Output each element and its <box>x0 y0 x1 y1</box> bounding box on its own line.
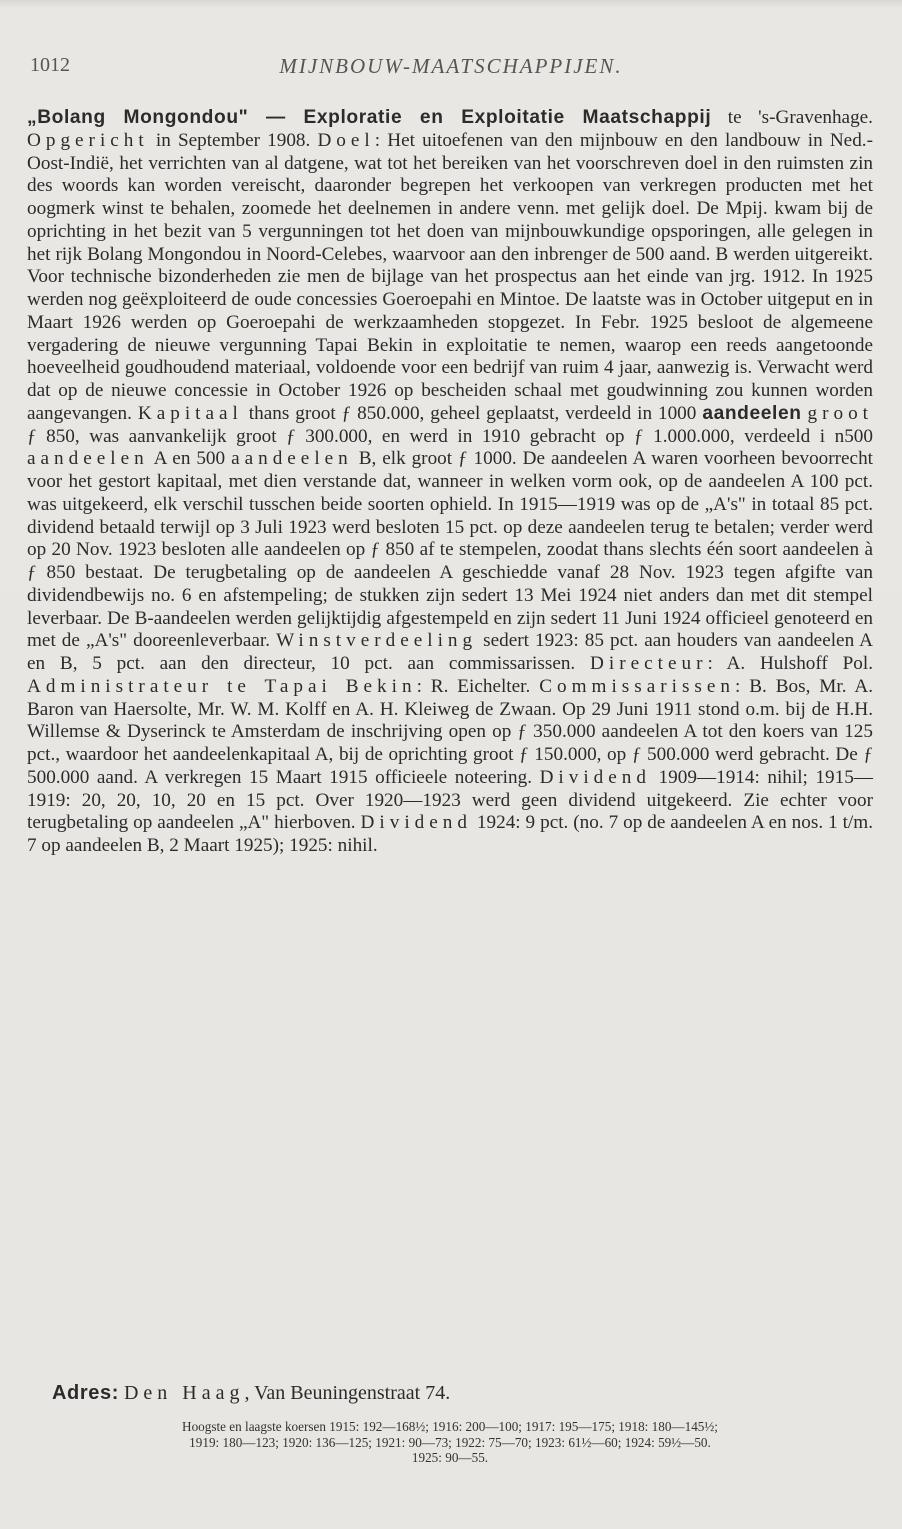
text-segment: in September 1908. <box>148 129 318 151</box>
label-commissarissen: Commissarissen <box>539 675 735 697</box>
text-segment: 1909—1914: nihil; 1915—1919: 20, 20, 10, 20 en 15 pct. Over 1920—1923 werd geen dividend uitgekeerd. Zie echter voor terugbetaling op aandeelen „A" hierboven. <box>27 766 873 834</box>
text-segment: te 's-Gravenhage. <box>711 107 873 128</box>
company-name: „Bolang Mongondou" — Exploratie en Exploitatie Maatschappij <box>27 107 712 128</box>
label-aandeelen-b: aandeelen <box>231 448 353 470</box>
label-administrateur: Administrateur te Tapai Bekin <box>27 675 417 697</box>
label-dividend: Dividend <box>539 766 651 788</box>
company-entry <box>27 107 873 858</box>
text-segment: : R. Eichelter. <box>416 675 540 697</box>
address-street: , Van Beuningenstraat 74. <box>244 1382 451 1404</box>
text-segment: 1924: 9 pct. (no. 7 op de aandeelen A en nos. 1 t/m. 7 op aandeelen B, 2 Maart 1925); 1925: nihil. <box>27 812 873 856</box>
text-segment: : A. Hulshoff Pol. <box>707 653 873 674</box>
text-segment: thans groot ƒ 850.000, geheel geplaatst, verdeeld in 1000 <box>242 402 703 424</box>
page-header <box>0 54 902 84</box>
text-segment: ƒ 850, was aanvankelijk groot ƒ 300.000, en werd in 1910 gebracht op ƒ 1.000.000, verdeeld i n500 <box>27 425 873 447</box>
price-line: 1925: 90—55. <box>411 1450 489 1465</box>
text-segment: A en 500 <box>148 448 232 470</box>
address-line <box>52 1382 450 1405</box>
label-opgericht: Opgericht <box>27 129 149 151</box>
label-doel: Doel <box>317 129 375 151</box>
text-segment: sedert 1923: 85 pct. aan houders van aandeelen A en B, 5 pct. aan den directeur, 10 pct. aan commissarissen. <box>27 630 873 674</box>
text-segment: : B. Bos, Mr. A. Baron van Haersolte, Mr. W. M. Kolff en A. H. Kleiweg de Zwaan. Op 29 Juni 1911 stond o.m. bij de H.H. Willemse & Dyserinck te Amsterdam de inschrijving open op ƒ 350.000 aandeelen A tot den koers van 125 pct., waardoor het aandeelenkapitaal A, bij de oprichting groot ƒ 150.000, op ƒ 500.000 werd gebracht. De ƒ 500.000 aand. A verkregen 15 Maart 1915 officieele noteering. <box>27 675 873 788</box>
price-history <box>27 1419 873 1466</box>
page-number: 1012 <box>30 54 70 76</box>
label-aandeelen: aandeelen <box>702 402 802 424</box>
text-segment: B, elk groot ƒ 1000. De aandeelen A waren voorheen bevoorrecht voor het gestort kapitaal, met dien verstande dat, wanneer in welken vorm ook, op de aandeelen A 100 pct. was uitgekeerd, elk verschil tusschen beide soorten ophield. In 1915—1919 was op de „A's" in totaal 85 pct. dividend betaald terwijl op 3 Juli 1923 werd besloten 15 pct. op deze aandeelen terug te betalen; verder werd op 20 Nov. 1923 besloten alle aandeelen op ƒ 850 af te stempelen, zoodat thans slechts één soort aandeelen à ƒ 850 bestaat. De terugbetaling op de aandeelen A geschiedde vanaf 28 Nov. 1923 tegen afgifte van dividendbewijs no. 6 en afstempeling; de stukken zijn sedert 13 Mei 1924 niet anders dan met dit stempel leverbaar. De B-aandeelen werden gelijktijdig afgestempeld en zijn sedert 11 Juni 1924 officieel genoteerd en met de „A's" dooreenleverbaar. <box>27 448 873 652</box>
address-label: Adres: <box>52 1382 119 1404</box>
price-line: 1919: 180—123; 1920: 136—125; 1921: 90—73; 1922: 75—70; 1923: 61½—60; 1924: 59½—50. <box>189 1434 711 1450</box>
label-dividend-1924: Dividend <box>360 812 472 834</box>
address-city: Den Haag <box>123 1382 245 1404</box>
label-winstverdeeling: Winstverdeeling <box>276 630 478 652</box>
running-title: MIJNBOUW-MAATSCHAPPIJEN. <box>279 54 623 78</box>
label-aandeelen-a: aandeelen <box>27 448 149 470</box>
label-kapitaal: Kapitaal <box>137 402 243 424</box>
entry-paragraph <box>27 107 873 858</box>
price-line: Hoogste en laagste koersen 1915: 192—168½; 1916: 200—100; 1917: 195—175; 1918: 180—145½; <box>182 1419 718 1434</box>
label-directeur: Directeur <box>590 653 708 674</box>
text-segment: : Het uitoefenen van den mijnbouw en den landbouw in Ned.-Oost-Indië, het verrichten van al datgene, wat tot het bereiken van het voorschreven doel in den ruimsten zin des woords kan worden vereischt, daaronder begrepen het verkoopen van verkregen producten met het oogmerk winst te behalen, zoomede het deelnemen in andere venn. met gelijk doel. De Mpij. kwam bij de oprichting in het bezit van 5 vergunningen tot het doen van mijnbouwkundige opsporingen, alle gelegen in het rijk Bolang Mongondou in Noord-Celebes, waarvoor aan den inbrenger de 500 aand. B werden uitgereikt. Voor technische bizonderheden zie men de bijlage van het prospectus aan het einde van jrg. 1912. In 1925 werden nog geëxploiteerd de oude concessies Goeroepahi en Mintoe. De laatste was in October uitgeput en in Maart 1926 werden op Goeroepahi de werkzaamheden stopgezet. In Febr. 1925 besloot de algemeene vergadering de nieuwe vergunning Tapai Bekin in exploitatie te nemen, waarop een reeds aangetoonde hoeveelheid goudhoudend materiaal, voldoende voor een bedrijf van ruim 4 jaar, aanwezig is. Verwacht werd dat op de nieuwe concessie in October 1926 op bescheiden schaal met goudwinning zou kunnen worden aangevangen. <box>27 129 873 424</box>
label-groot: groot <box>807 402 874 424</box>
